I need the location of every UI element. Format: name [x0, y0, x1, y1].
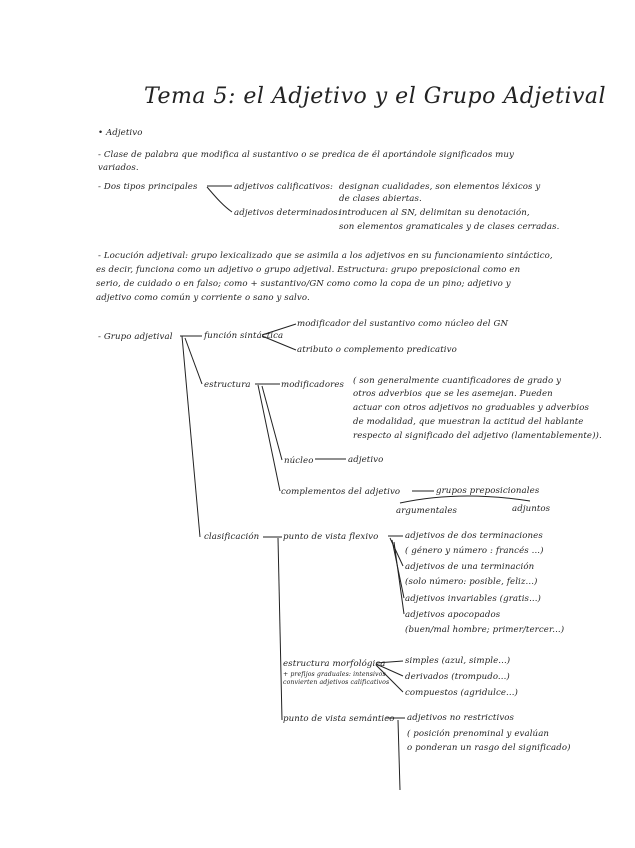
- argumentales-label: argumentales: [396, 506, 458, 516]
- flexivo-option-1-note: ( género y número : francés ...): [405, 546, 544, 556]
- definition-line-2: variados.: [98, 163, 139, 173]
- determinados-desc-1: introducen al SN, delimitan su denotación,: [339, 208, 530, 218]
- determinados-label: adjetivos determinados:: [234, 208, 341, 218]
- flexivo-option-2: adjetivos de una terminación: [405, 562, 535, 572]
- adjetivo-bullet: • Adjetivo: [98, 128, 143, 138]
- morfologica-option-3: compuestos (agridulce...): [405, 688, 519, 698]
- flexivo-option-3: adjetivos invariables (gratis...): [405, 594, 542, 604]
- flexivo-option-4-note: (buen/mal hombre; primer/tercer...): [405, 625, 565, 635]
- flexivo-node: punto de vista flexivo: [283, 532, 379, 542]
- locucion-line-2: es decir, funciona como un adjetivo o grupo adjetival. Estructura: grupo preposicional como en: [96, 265, 521, 275]
- nucleo-value: adjetivo: [348, 455, 384, 465]
- morfologica-option-1: simples (azul, simple...): [405, 656, 511, 666]
- funcion-sintactica-node: función sintáctica: [204, 331, 284, 341]
- tipos-label: - Dos tipos principales: [98, 182, 198, 192]
- complementos-value: grupos preposicionales: [436, 486, 540, 496]
- morfologica-option-2: derivados (trompudo...): [405, 672, 510, 682]
- semantico-option-1: adjetivos no restrictivos: [407, 713, 515, 723]
- modificadores-desc-3: actuar con otros adjetivos no graduables y adverbios: [353, 403, 590, 413]
- calificativos-desc-1: designan cualidades, son elementos léxicos y: [339, 182, 541, 192]
- complementos-node: complementos del adjetivo: [281, 487, 401, 497]
- morfologica-note-2: convierten adjetivos calificativos: [283, 679, 390, 686]
- locucion-line-3: serio, de cuidado o en falso; como + sustantivo/GN como como la copa de un pino; adjetivo y: [96, 279, 511, 289]
- clasificacion-node: clasificación: [204, 532, 260, 542]
- determinados-desc-2: son elementos gramaticales y de clases cerradas.: [339, 222, 560, 232]
- grupo-adjetival-root: - Grupo adjetival: [98, 332, 173, 342]
- calificativos-label: adjetivos calificativos:: [234, 182, 333, 192]
- locucion-line-4: adjetivo como común y corriente o sano y salvo.: [96, 293, 310, 303]
- modificadores-desc-1: ( son generalmente cuantificadores de grado y: [353, 376, 562, 386]
- funcion-option-1: modificador del sustantivo como núcleo del GN: [297, 319, 509, 329]
- calificativos-desc-2: de clases abiertas.: [339, 194, 422, 204]
- flexivo-option-1: adjetivos de dos terminaciones: [405, 531, 543, 541]
- definition-line-1: - Clase de palabra que modifica al sustantivo o se predica de él aportándole significados muy: [98, 150, 515, 160]
- page-title: Tema 5: el Adjetivo y el Grupo Adjetival: [144, 84, 607, 109]
- nucleo-node: núcleo: [284, 456, 314, 466]
- adjuntos-label: adjuntos: [512, 504, 551, 514]
- morfologica-node: estructura morfológica: [283, 659, 386, 669]
- modificadores-desc-4: de modalidad, que muestran la actitud del hablante: [353, 417, 584, 427]
- modificadores-node: modificadores: [281, 380, 345, 390]
- flexivo-option-2-note: (solo número: posible, feliz...): [405, 577, 538, 587]
- funcion-option-2: atributo o complemento predicativo: [297, 345, 457, 355]
- morfologica-note-1: + prefijos graduales: intensivos: [283, 671, 386, 678]
- locucion-line-1: - Locución adjetival: grupo lexicalizado que se asimila a los adjetivos en su funcionamiento sintáctico,: [98, 251, 553, 261]
- estructura-node: estructura: [204, 380, 251, 390]
- semantico-option-1-note-2: o ponderan un rasgo del significado): [407, 743, 571, 753]
- semantico-node: punto de vista semántico: [283, 714, 395, 724]
- modificadores-desc-5: respecto al significado del adjetivo (lamentablemente)).: [353, 431, 602, 441]
- flexivo-option-4: adjetivos apocopados: [405, 610, 501, 620]
- modificadores-desc-2: otros adverbios que se les asemejan. Pueden: [353, 389, 553, 399]
- semantico-option-1-note-1: ( posición prenominal y evalúan: [407, 729, 550, 739]
